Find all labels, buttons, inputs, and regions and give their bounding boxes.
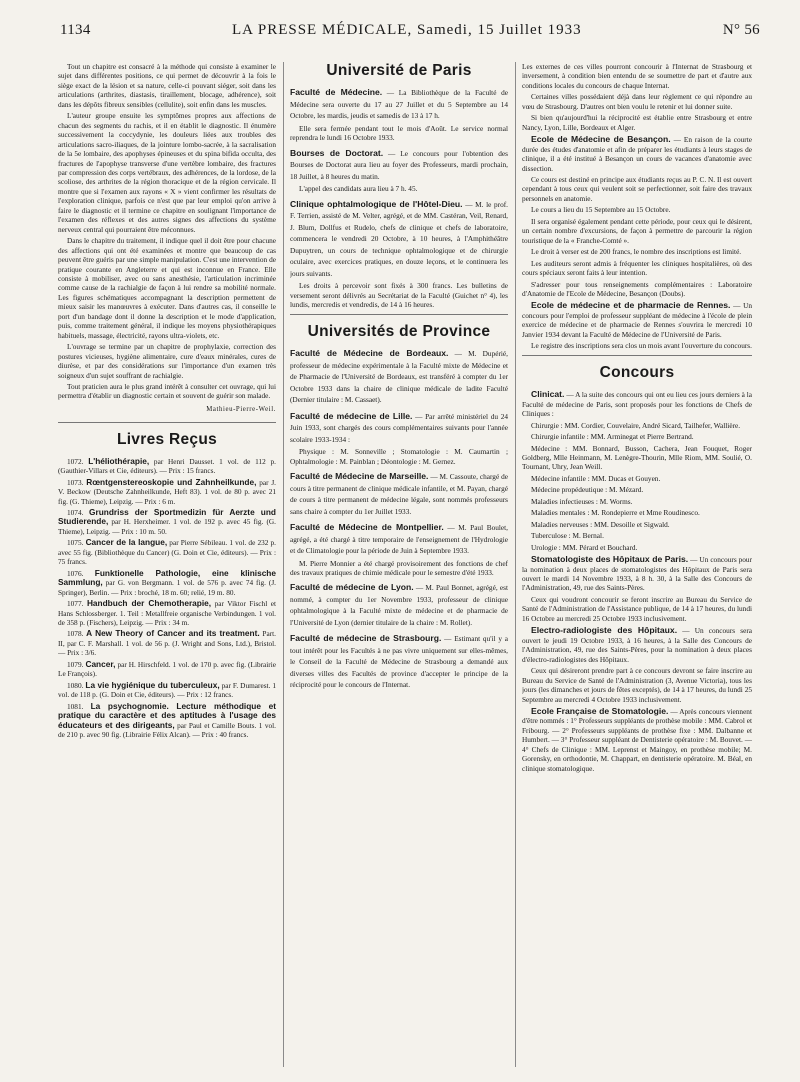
book-number: 1073. — [67, 477, 84, 487]
paragraph: L'auteur groupe ensuite les symptômes propres aux affections de chacun des segments du rachis, et il en établit le diagnostic. Il énumère successivement la coccydynie, les douleurs liées aux troubles des articulations sacro-iliaques, de la jointure lombo-sacrée, à la sacralisation de la 5e lombaire, des apophyses épineuses et du spina bifida occulta, des fractures de l'apophyse transverse d'une vertèbre lombaire, des fractures par compression des corps vertébraux, des adhérences, de la lordose, de la scoliose, des arthrites de la région thoracique et de la région cervicale. Il montre que si l'examen aux rayons « X » vient confirmer les résultats de l'exploration clinique, parfois ce n'est que par leur emploi qu'on arrive à faire le diagnostic et il termine ce chapitre en soulignant l'importance de l'examen des réflexes et des autres signes des affections du système nerveux central qui pourraient être méconnues. — [58, 111, 276, 234]
book-details: par G. von Bergmann. 1 vol. de 576 p. avec 74 fig. (J. Springer), Berlin. — Prix : broché, 18 m. 60; relié, 19 m. 80. — [58, 578, 276, 597]
book-title: L'héliothérapie, — [88, 455, 150, 466]
book-details: par H. Hirschfeld. 1 vol. de 170 p. avec fig. (Librairie Le François). — [58, 659, 276, 679]
book-title: La psychognomie. Lecture méthodique et pratique du caractère et des aptitudes à l'usage des éducateurs et des dirigeants, — [58, 700, 276, 730]
news-title: Faculté de Médecine. — [290, 87, 383, 98]
book-details: par Viktor Fischl et Hans Schlossberger. 1. Teil : Metallfreie organische Verbindungen. 1 vol. de 358 p. (Fischers), Leipzig. — Prix : 34 m. — [58, 599, 276, 628]
paragraph: Les externes de ces villes pourront concourir à l'Internat de Strasbourg et inversement, à condition bien entendu de se soumettre de part et d'autre aux conditions locales du concours de chaque Internat. — [522, 62, 752, 90]
book-title: Grundriss der Sportmedizin für Aerzte und Studierende, — [58, 507, 276, 527]
book-entry — [58, 629, 276, 657]
paragraph: M. Pierre Monnier a été chargé provisoirement des fonctions de chef des travaux pratiques de chimie médicale pour le semestre d'été 1933. — [290, 558, 508, 577]
news-title: Faculté de Médecine de Montpellier. — [290, 522, 444, 533]
book-title: Cancer, — [85, 658, 116, 669]
news-heading — [290, 87, 508, 122]
news-heading — [290, 348, 508, 406]
news-heading — [290, 522, 508, 557]
book-entry — [58, 457, 276, 476]
paragraph: Certaines villes possédaient déjà dans leur règlement ce qui répondre au vœu de Strasbourg. D'autres ont bien voulu le retenir et lui donner suite. — [522, 92, 752, 111]
book-details: par Henri Dausset. 1 vol. de 112 p. (Gauthier-Villars et Cie, éditeurs). — Prix : 15 francs. — [58, 456, 276, 476]
news-text: — La Bibliothèque de la Faculté de Médecine sera ouverte du 17 au 27 Juillet et du 5 Septembre au 14 Octobre, les mardis, jeudis et samedis de 13 à 17 h. — [290, 88, 508, 121]
clinicat-item: Médecine : MM. Bonnard, Busson, Cachera, Jean Fouquet, Roger Goldberg, Mlle Heinmann, M. Lenègre-Thourin, Mlle Riom, MM. Soulié, O. Tournant, Uhry, Jean Weill. — [522, 443, 752, 472]
book-entry — [58, 702, 276, 740]
book-title: La vie hygiénique du tuberculeux, — [85, 679, 220, 690]
book-entry — [58, 478, 276, 506]
clinicat-item: Urologie : MM. Pérard et Bouchard. — [531, 542, 638, 552]
section-title-concours: Concours — [522, 355, 752, 377]
issue-number: N° 56 — [722, 22, 760, 38]
news-title: Faculté de Médecine de Marseille. — [290, 471, 429, 482]
news-heading: Electro-radiologiste des Hôpitaux. — [531, 625, 678, 636]
book-entry — [58, 681, 276, 700]
province-news — [290, 348, 508, 691]
paragraph: Le cours a lieu du 15 Septembre au 15 Octobre. — [531, 205, 671, 215]
page-number: 1134 — [60, 22, 91, 38]
column-rule — [515, 62, 516, 1067]
news-heading: Ecole de médecine et de pharmacie de Rennes. — [531, 300, 731, 311]
paragraph: Dans le chapitre du traitement, il indique quel il doit être pour chacune des affections qui ont été examinées et montre que beaucoup de cas peuvent être guéris par une simple manipulation. C'est une intervention de pratique courante en Angleterre et qui est inconnue en France. Elle consiste à mobiliser, avec ou sans anesthésie, l'articulation incriminée comme cause de la rachialgie de façon à lui rendre sa mobilité normale. Les figures schématiques accompagnant la description permettent de mieux saisir les manœuvres à exécuter. Dans d'autres cas, il conseille le port d'un bandage dont il donne la description et le mode d'application, puis, comme traitement général, il indique les moyens physiothérapiques habituels, massage, électricité, rayons ultra-violets, etc. — [58, 236, 276, 340]
clinicat-item: Maladies infectieuses : M. Worms. — [531, 496, 633, 506]
news-title: Faculté de médecine de Lyon. — [290, 582, 414, 593]
news-text: — Par arrêté ministériel du 24 Juin 1933, sont chargés des cours complémentaires suivants pour l'année scolaire 1933-1934 : — [290, 411, 508, 444]
news-text: — M. Dupérié, professeur de médecine expérimentale à la Faculté mixte de Médecine et de Pharmacie de l'Université de Bordeaux, est transféré à compter du 1er Octobre 1933 dans la chaire de clinique médicale de ladite Faculté (Dernier titulaire : M. Cassaet). — [290, 349, 508, 405]
book-number: 1078. — [67, 629, 84, 639]
news-title: Faculté de médecine de Lille. — [290, 410, 413, 421]
news-heading — [290, 582, 508, 628]
clinicat-item: Chirurgie infantile : MM. Arminegat et Pierre Bertrand. — [531, 432, 694, 442]
news-heading: Clinicat. — [531, 389, 565, 400]
paragraph: Tout praticien aura le plus grand intérêt à consulter cet ouvrage, qui lui permettra d'établir un diagnostic certain et souvent de guérir son malade. — [58, 381, 276, 401]
clinicat-item: Tuberculose : M. Bernal. — [531, 531, 604, 541]
news-heading: Ecole Française de Stomatologie. — [531, 705, 669, 716]
news-heading — [290, 411, 508, 446]
paragraph: Elle sera fermée pendant tout le mois d'Août. Le service normal reprendra le lundi 16 Octobre 1933. — [290, 123, 508, 143]
book-number: 1079. — [67, 659, 84, 669]
news-text: — En raison de la courte durée des études d'anatomie et afin de préparer les étudiants à leurs stages de clinique, il a été institué à Besançon un cours de vacances d'anatomie avec dissection. — [522, 135, 752, 173]
news-heading: Stomatologiste des Hôpitaux de Paris. — [531, 554, 689, 565]
book-entry — [58, 599, 276, 627]
book-entry — [58, 569, 276, 597]
news-heading — [290, 199, 508, 280]
journal-title: LA PRESSE MÉDICALE, Samedi, 15 Juillet 1933 — [231, 22, 582, 38]
clinicat-item: Médecine propédeutique : M. Mézard. — [531, 485, 644, 495]
book-details: Part. II, par C. F. Marshall. 1 vol. de 56 p. (J. Wright and Sons, Ltd.), Bristol. — Prix : 3/6. — [58, 629, 276, 658]
book-entry — [58, 538, 276, 566]
paragraph: Le droit à verser est de 200 francs, le nombre des inscriptions est limité. — [531, 247, 742, 257]
book-number: 1081. — [67, 701, 84, 711]
clinicat-item: Maladies mentales : M. Rondepierre et Mme Roudinesco. — [531, 508, 700, 518]
paragraph: L'ouvrage se termine par un chapitre de prophylaxie, correction des postures vicieuses, hygiène alimentaire, cure d'eaux minérales, cures de diurèse, et par des considérations sur l'importance d'un examen très soigneux d'un sujet souffrant de rachialgie. — [58, 342, 276, 380]
book-entry — [58, 508, 276, 536]
clinicat-item: Chirurgie : MM. Cordier, Couvelaire, André Sicard, Tailhefer, Wallière. — [531, 420, 741, 430]
paris-news — [290, 87, 508, 309]
book-entry — [58, 660, 276, 679]
paragraph: Tout un chapitre est consacré à la méthode qui consiste à examiner le sujet dans différentes positions, ce qui permet de découvrir à la fois le siège exact de la lésion et sa nature, celle-ci pouvant siéger, soit dans les articulations (arthrites, diastasis, tiraillement, blocage, adhérence), soit dans les dépôts fibreux sensibles (cellulite), soit enfin dans les muscles. — [58, 62, 276, 109]
news-title: Faculté de médecine de Strasbourg. — [290, 633, 442, 644]
news-text: — A la suite des concours qui ont eu lieu ces jours derniers à la Faculté de médecine de Paris, sont proposés pour les fonctions de Chefs de Cliniques : — [522, 390, 752, 419]
column-middle — [290, 62, 508, 1072]
paragraph: Ceux qui désireront prendre part à ce concours devront se faire inscrire au Bureau du Service de Santé de l'Administration (3, Avenue Victoria), tous les jours (les dimanches et jours de fêtes exceptés), de 14 à 17 heures, du lundi 25 Septembre au mercredi 4 Octobre 1933 inclusivement. — [522, 666, 752, 704]
book-title: Cancer de la langue, — [85, 537, 168, 548]
news-title: Clinique ophtalmologique de l'Hôtel-Dieu. — [290, 198, 463, 209]
book-title: A New Theory of Cancer and its treatment. — [86, 628, 260, 639]
news-title: Bourses de Doctorat. — [290, 147, 384, 158]
author-signature: Mathieu-Pierre-Weil. — [206, 405, 276, 413]
news-text: — M. Paul Boulet, agrégé, a été chargé à titre temporaire de l'enseignement de l'Hydrologie et de Climatologie pour la période de Juin à Septembre 1933. — [290, 523, 508, 556]
news-text: — M. le prof. F. Terrien, assisté de M. Velter, agrégé, et de MM. Castéran, Veil, Renard, J. Blum, Dollfus et Rudelo, chefs de clinique et chefs de laboratoire, commencera le vendredi 20 Octobre, à 10 heures, à l'Amphithéâtre Dupuytren, un cours de technique ophtalmologique et de chirurgie oculaire, avec exercices pratiques, en douze leçons, et le continuera les jours suivants. — [290, 199, 508, 278]
book-number: 1072. — [67, 456, 84, 466]
news-heading — [290, 471, 508, 517]
book-details: par Pierre Sébileau. 1 vol. de 232 p. avec 55 fig. (Bibliothèque du Cancer) (G. Doin et Cie, éditeurs). — Prix : 75 francs. — [58, 538, 276, 567]
clinicat-item: Maladies nerveuses : MM. Desoille et Sigwald. — [531, 519, 670, 529]
book-number: 1074. — [67, 508, 84, 518]
book-number: 1075. — [67, 538, 84, 548]
paragraph: S'adresser pour tous renseignements complémentaires : Laboratoire d'Anatomie de l'Ecole de Médecine, Besançon (Doubs). — [522, 279, 752, 299]
news-text: — Le concours pour l'obtention des Bourses de Doctorat aura lieu au foyer des Professeurs, mardi prochain, 18 Juillet, à 8 heures du matin. — [290, 148, 508, 181]
news-text: — M. Cassoute, chargé de cours à titre permanent de clinique médicale infantile, et M. Payan, chargé de cours à titre permanent de médecine légale, sont nommés professeurs sans chaire à compter du 1er Juillet 1933. — [290, 472, 508, 516]
paragraph: Les auditeurs seront admis à fréquenter les cliniques hospitalières, où des cours spéciaux seront faits à leur intention. — [522, 258, 752, 278]
paragraph: Ce cours est destiné en principe aux étudiants reçus au P. C. N. Il est ouvert cependant à tous ceux qui veulent soit se perfectionner, soit faire des travaux personnels en anatomie. — [522, 175, 752, 203]
book-details: par J. V. Beckow (Deutsche Zahnheilkunde, Heft 83). 1 vol. de 80 p. avec 21 fig. (G. Thieme), Leipzig. — Prix : 6 m. — [58, 477, 276, 506]
news-heading: Ecole de Médecine de Besançon. — [531, 134, 671, 145]
paragraph: Si bien qu'aujourd'hui la réciprocité est établie entre Strasbourg et entre Nancy, Lyon, Lille, Bordeaux et Alger. — [522, 113, 752, 132]
news-text: — M. Paul Bonnet, agrégé, est nommé, à compter du 1er Novembre 1933, professeur de clinique ophtalmologique à la Faculté mixte de médecine et de pharmacie de l'Université de Lyon (dernier titulaire de la chaire : M. Rollet). — [290, 583, 508, 627]
paragraph: L'appel des candidats aura lieu à 7 h. 45. — [299, 184, 418, 194]
book-details: par Paul et Camille Bouts. 1 vol. de 210 p. avec 90 fig. (Librairie Félix Alcan). — Prix : 40 francs. — [58, 720, 276, 739]
section-title-livres: Livres Reçus — [58, 422, 276, 444]
book-title: Handbuch der Chemotherapie, — [86, 598, 212, 609]
book-details: par F. Dumarest. 1 vol. de 118 p. (G. Doin et Cie, éditeurs). — Prix : 12 francs. — [58, 680, 276, 700]
news-title: Faculté de Médecine de Bordeaux. — [290, 348, 449, 359]
news-heading — [290, 633, 508, 691]
news-heading — [290, 148, 508, 183]
paragraph: Ceux qui voudront concourir se feront inscrire au Bureau du Service de Santé de l'Administration de l'Assistance publique, de 14 à 17 heures, du lundi 16 Octobre au mercredi 25 Octobre 1933 inclusivement. — [522, 594, 752, 623]
book-title: Funktionelle Pathologie, eine klinische Sammlung, — [58, 567, 276, 588]
paragraph: Les droits à percevoir sont fixés à 300 francs. Les bulletins de versement seront délivrés au Secrétariat de la Faculté (Guichet n° 4), les lundis, mercredis et vendredis, de 14 à 16 heures. — [290, 281, 508, 310]
book-number: 1076. — [67, 568, 84, 578]
paragraph: Le registre des inscriptions sera clos un mois avant l'ouverture du concours. — [531, 341, 752, 351]
book-number: 1080. — [67, 680, 84, 690]
clinicat-list — [522, 421, 752, 552]
news-text: — Un concours pour l'emploi de professeur suppléant de médecine à l'école de plein exercice de médecine et de pharmacie de Rennes s'ouvrira le mercredi 10 Janvier 1934 devant la Faculté de Médecine de l'Université de Paris. — [522, 301, 752, 339]
paragraph: Physique : M. Sonneville ; Stomatologie : M. Caumartin ; Ophtalmologie : M. Painblan ; Déontologie : M. Gernez. — [290, 447, 508, 466]
clinicat-item: Médecine infantile : MM. Ducas et Gouyen. — [531, 473, 661, 483]
news-text: — Après concours viennent d'être nommés : 1° Professeurs suppléants de prothèse mobile : MM. Cabrol et Fribourg. — 2° Professeurs suppléants de prothèse fixe : MM. Dalbanne et Humbert. — 3° Professeur suppléant de Dentisterie opératoire : M. Bouvet. — 4° Chefs de Clinique : MM. Leprenst et Maingoy, en prothèse mobile; M. Gorensky, en orthodontie, M. Chappart, en dentisterie opératoire. M. Béal, en clinique stomatologique. — [522, 706, 752, 773]
column-left — [58, 62, 276, 1072]
news-text: — Un concours pour la nomination à deux places de stomatologistes des Hôpitaux de Paris sera ouvert le mardi 14 Novembre 1933, à 8 h. 30, à la Salle des Concours de l'Administration, 49, rue des Saints-Pères. — [522, 555, 752, 593]
paragraph: Il sera organisé également pendant cette période, pour ceux qui le désirent, un certain nombre d'excursions, de façon à permettre de parcourir la région touristique de la « Franche-Comté ». — [522, 216, 752, 245]
books-list — [58, 457, 276, 740]
book-number: 1077. — [67, 599, 84, 609]
section-title-paris: Université de Paris — [326, 62, 472, 79]
section-title-province: Universités de Province — [290, 314, 508, 336]
page-header — [60, 22, 760, 44]
column-right — [522, 62, 752, 1072]
book-details: par H. Herxheimer. 1 vol. de 192 p. avec 45 fig. (G. Thieme), Leipzig. — Prix : 10 m. 50. — [58, 517, 276, 536]
column-rule — [283, 62, 284, 1067]
news-text: — Un concours sera ouvert le jeudi 19 Octobre 1933, à 16 heures, à la Salle des Concours de l'Administration, 49, rue des Saints-Pères, pour la nomination à deux places d'électro-radiologistes des Hôpitaux. — [522, 626, 752, 664]
book-title: Rœntgenstereoskopie und Zahnheilkunde, — [86, 476, 257, 487]
news-text: — Estimant qu'il y a tout intérêt pour les Facultés à ne pas vivre uniquement sur elles-mêmes, le Conseil de la Faculté de Médecine de Strasbourg a demandé aux diverses villes des Facultés de province d'accepter le principe de la réciprocité pour le concours de l'Internat. — [290, 634, 508, 690]
